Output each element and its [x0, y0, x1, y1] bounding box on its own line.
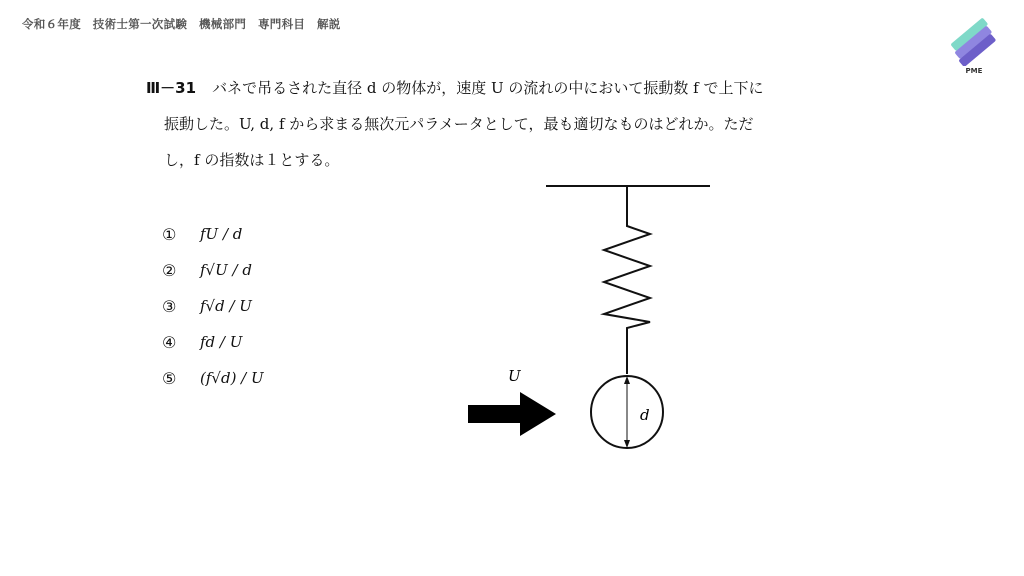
choice-expression: fU / d: [200, 225, 243, 243]
diameter-label: d: [640, 406, 650, 424]
question-text-1: バネで吊るされた直径 d の物体が，速度 U の流れの中において振動数 f で上下に: [212, 79, 764, 97]
choice-expression: f√d / U: [200, 297, 252, 315]
choice-number: ⑤: [162, 368, 177, 388]
choice-expression: fd / U: [200, 333, 243, 351]
answer-choices: [162, 216, 264, 396]
question-block: [146, 70, 866, 178]
page-header: 令和６年度 技術士第一次試験 機械部門 専門科目 解説: [22, 17, 341, 31]
choice-number: ①: [162, 224, 177, 244]
choice-number: ③: [162, 296, 177, 316]
choice-expression: (f√d) / U: [200, 369, 264, 387]
choice-number: ②: [162, 260, 177, 280]
question-text-3: し，f の指数は１とする。: [164, 151, 340, 169]
choice-3: [162, 288, 264, 324]
logo-stripes-icon: [946, 10, 1002, 66]
spring: [604, 186, 650, 374]
choice-5: [162, 360, 264, 396]
question-text-2: 振動した。U, d, f から求まる無次元パラメータとして，最も適切なものはどれか。ただ: [164, 115, 754, 133]
diameter-arrow-top-icon: [624, 376, 630, 384]
question-line-1: [146, 70, 866, 106]
spring-mass-figure: [460, 176, 720, 456]
velocity-label: U: [508, 367, 521, 385]
diameter-arrow-bottom-icon: [624, 440, 630, 448]
choice-number: ④: [162, 332, 177, 352]
brand-logo: [946, 10, 1002, 80]
choice-expression: f√U / d: [200, 261, 252, 279]
choice-1: [162, 216, 264, 252]
choice-4: [162, 324, 264, 360]
flow-arrow-icon: [468, 392, 556, 436]
choice-2: [162, 252, 264, 288]
question-number: Ⅲ－31: [146, 79, 197, 97]
logo-text: PME: [965, 67, 983, 75]
